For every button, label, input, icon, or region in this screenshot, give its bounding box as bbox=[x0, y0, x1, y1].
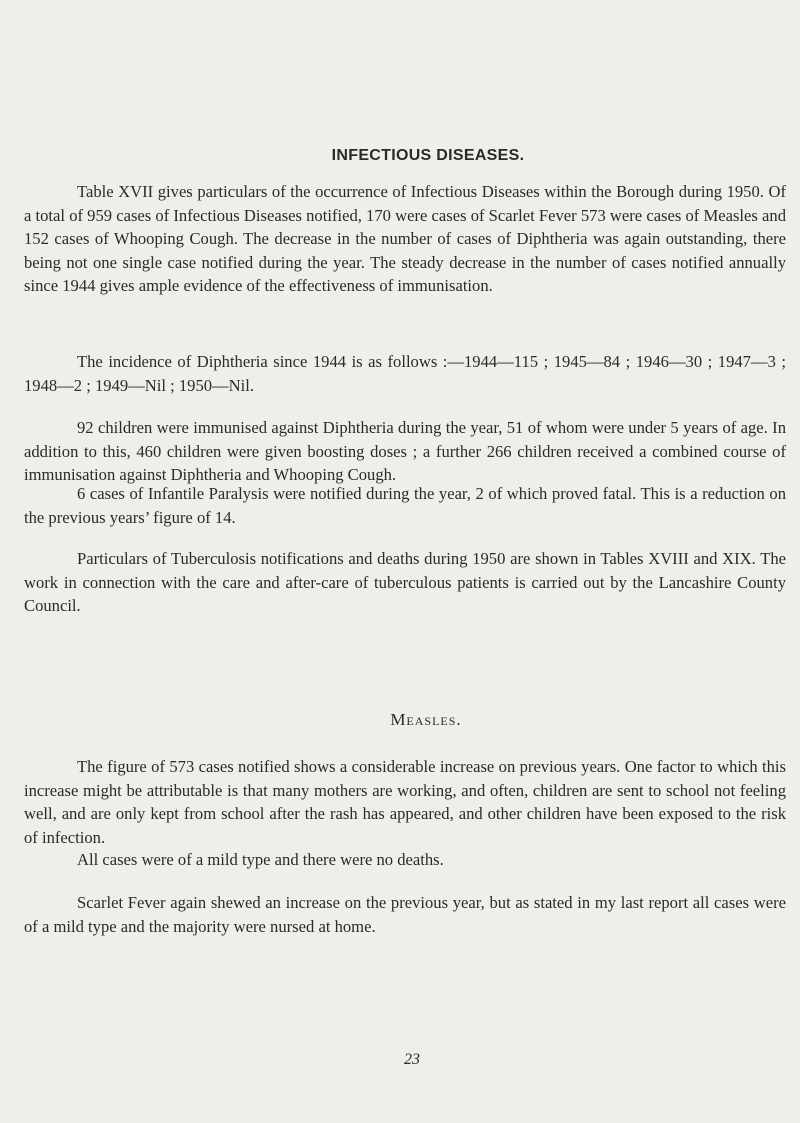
paragraph-immunisation: 92 children were immunised against Diphtheria during the year, 51 of whom were under 5 years of age. In addition to this, 460 children were given boosting doses ; a further 266 children received a combined course of immunisation against Diphtheria and Whooping Cough. bbox=[24, 418, 786, 484]
page-number: 23 bbox=[404, 1051, 420, 1068]
paragraph-measles-mild: All cases were of a mild type and there were no deaths. bbox=[77, 850, 444, 869]
paragraph-table-xvii-summary: Table XVII gives particulars of the occurrence of Infectious Diseases within the Borough during 1950. Of a total of 959 cases of Infectious Diseases notified, 170 were cases of Scarlet Fever 573 were cases of Measles and 152 cases of Whooping Cough. The decrease in the number of cases of Diphtheria was again outstanding, there being not one single case notified during the year. The steady decrease in the number of cases notified annually since 1944 gives ample evidence of the effectiveness of immunisation. bbox=[24, 182, 786, 295]
paragraph-tuberculosis: Particulars of Tuberculosis notifications and deaths during 1950 are shown in Tables XVIII and XIX. The work in connection with the care and after-care of tuberculous patients is carried out by the Lancashire County Council. bbox=[24, 549, 786, 615]
paragraph-infantile-paralysis: 6 cases of Infantile Paralysis were notified during the year, 2 of which proved fatal. This is a reduction on the previous years’ figure of 14. bbox=[24, 484, 786, 527]
section-heading-infectious-diseases: INFECTIOUS DISEASES. bbox=[331, 147, 525, 164]
paragraph-measles-increase: The figure of 573 cases notified shows a considerable increase on previous years. One factor to which this increase might be attributable is that many mothers are working, and often, children are sent to school not feeling well, and are only kept from school after the rash has appeared, and other children have been exposed to the risk of infection. bbox=[24, 757, 786, 847]
paragraph-scarlet-fever: Scarlet Fever again shewed an increase on the previous year, but as stated in my last report all cases were of a mild type and the majority were nursed at home. bbox=[24, 893, 786, 936]
paragraph-diphtheria-incidence: The incidence of Diphtheria since 1944 is as follows :—1944—115 ; 1945—84 ; 1946—30 ; 1947—3 ; 1948—2 ; 1949—Nil ; 1950—Nil. bbox=[24, 352, 786, 395]
section-heading-measles: Measles. bbox=[390, 710, 462, 729]
